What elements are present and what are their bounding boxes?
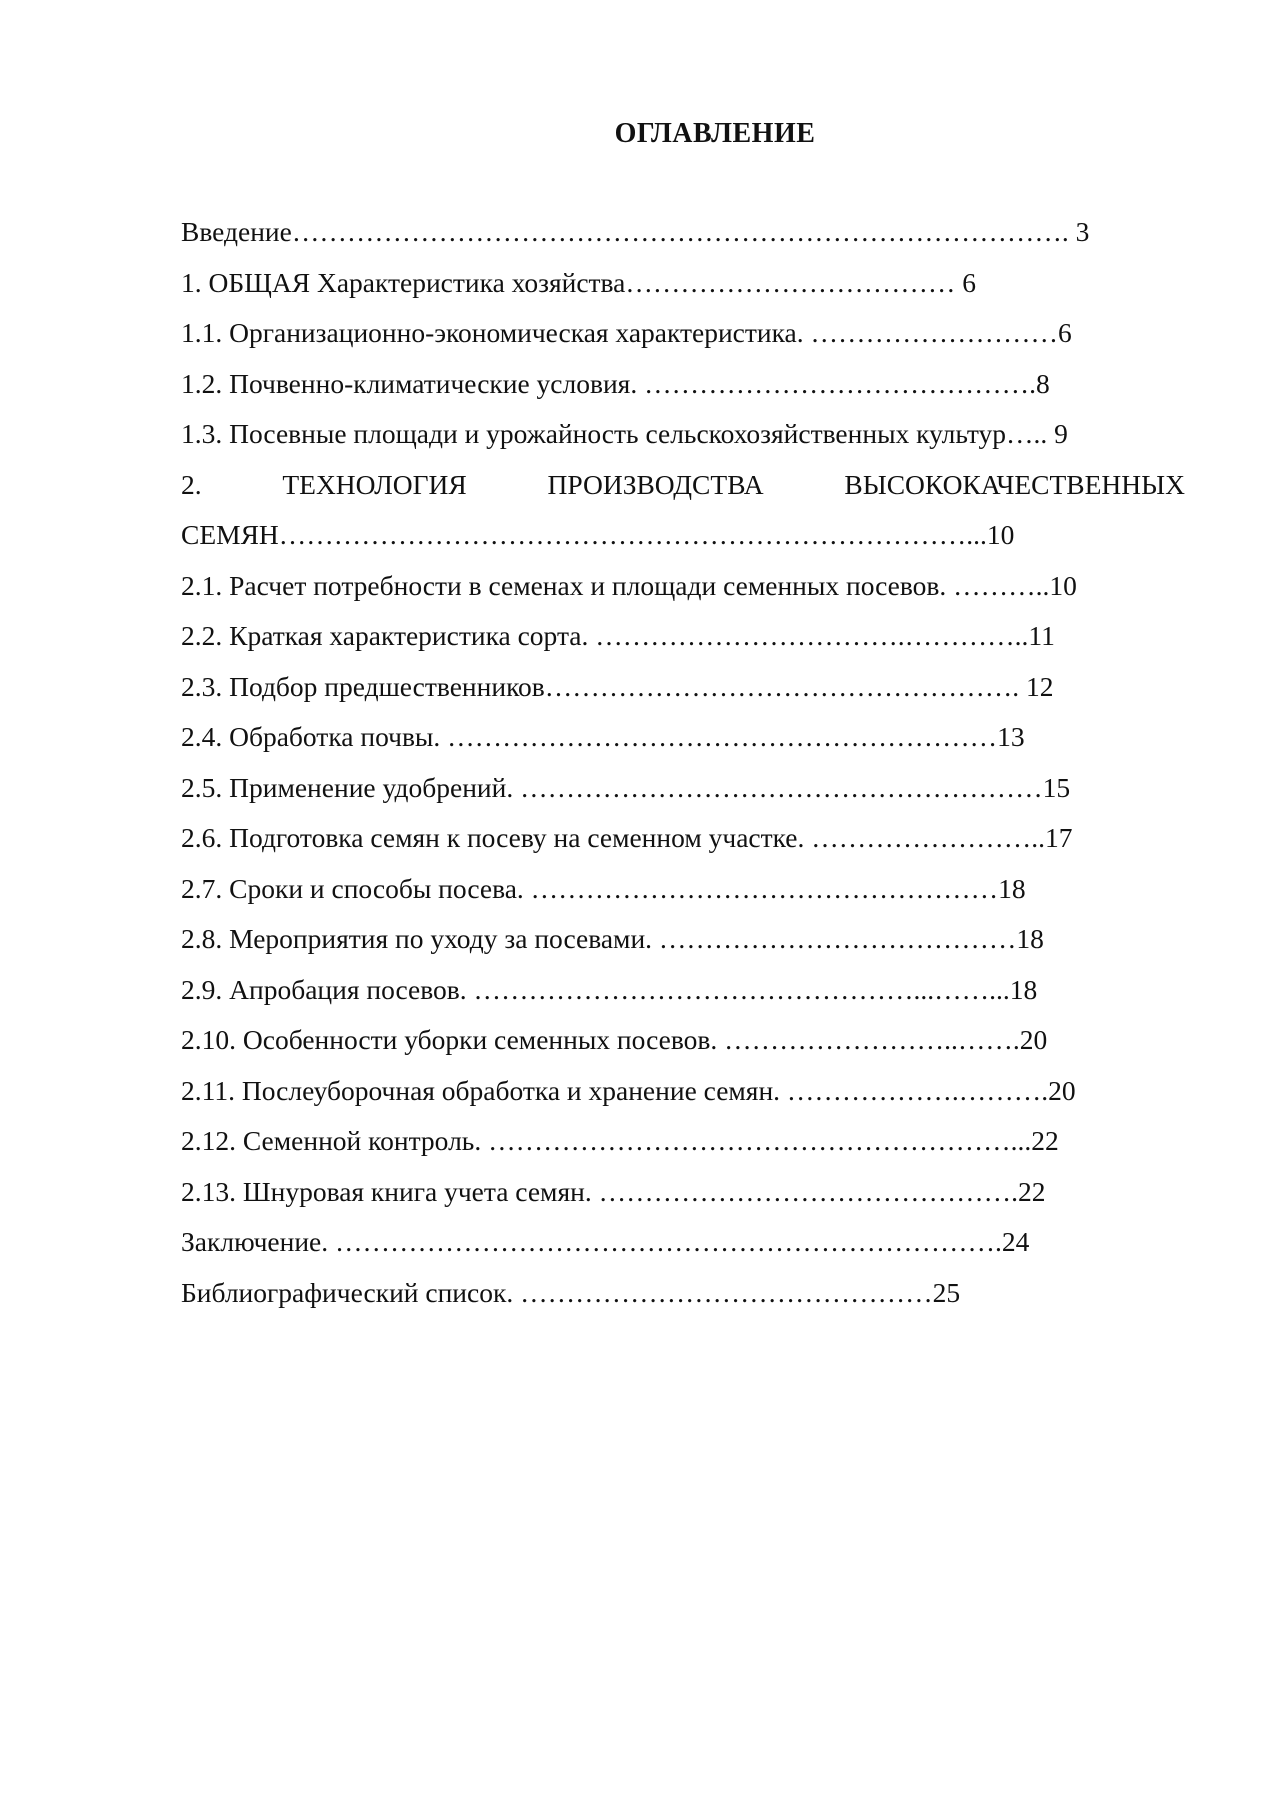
toc-entry-1-3: 1.3. Посевные площади и урожайность сельскохозяйственных культур….. 9 [181,418,1068,449]
toc-entry-conclusion: Заключение. ……………………………………………………………….24 [181,1226,1030,1257]
toc-entry-2-word: ПРОИЗВОДСТВА [547,468,764,500]
toc-entry-2-6: 2.6. Подготовка семян к посеву на семенном участке. ……………………..17 [181,822,1073,853]
toc-entry-2-word: ВЫСОКОКАЧЕСТВЕННЫХ [844,468,1185,500]
toc-entry-2-12: 2.12. Семенной контроль. …………………………………………………...22 [181,1125,1059,1156]
toc-entry-2-4: 2.4. Обработка почвы. ……………………………………………………13 [181,721,1025,752]
toc-entry-2-7: 2.7. Сроки и способы посева. ……………………………………………18 [181,872,1026,904]
toc-entry-1: 1. ОБЩАЯ Характеристика хозяйства……………………………… 6 [181,266,977,298]
toc-entry-2-5: 2.5. Применение удобрений. …………………………………………………15 [181,771,1071,803]
toc-entry-2-3: 2.3. Подбор предшественников……………………………………………. 12 [181,670,1054,702]
toc-entry-1-2: 1.2. Почвенно-климатические условия. …………………………………….8 [181,367,1050,399]
toc-entry-2-1: 2.1. Расчет потребности в семенах и площади семенных посевов. ………..10 [181,569,1077,601]
toc-entry-2-13: 2.13. Шнуровая книга учета семян. ……………………………………….22 [181,1175,1046,1207]
toc-entry-2-9: 2.9. Апробация посевов. …………………………………………...……...18 [181,973,1038,1005]
toc-entry-bibliography: Библиографический список. ………………………………………25 [181,1276,961,1308]
toc-entry-introduction: Введение…………………………………………………………………………. 3 [181,216,1090,247]
table-of-contents [181,207,1191,1318]
toc-entry-2-word: ТЕХНОЛОГИЯ [282,468,467,500]
toc-entry-2-8: 2.8. Мероприятия по уходу за посевами. …………………………………18 [181,923,1044,954]
toc-entry-2-continued: СЕМЯН…………………………………………………………………...10 [181,519,1015,550]
toc-entry-2-10: 2.10. Особенности уборки семенных посевов. ……………………..…….20 [181,1024,1048,1055]
page-title: ОГЛАВЛЕНИЕ [614,118,816,149]
toc-entry-1-1: 1.1. Организационно-экономическая характеристика. ………………………6 [181,317,1072,348]
toc-entry-2-word: 2. [181,468,202,500]
toc-entry-2-2: 2.2. Краткая характеристика сорта. …………………………….…………..11 [181,620,1055,651]
toc-entry-2-11: 2.11. Послеуборочная обработка и хранение семян. ……………….……….20 [181,1074,1076,1106]
toc-entry-2-heading [181,460,1185,511]
